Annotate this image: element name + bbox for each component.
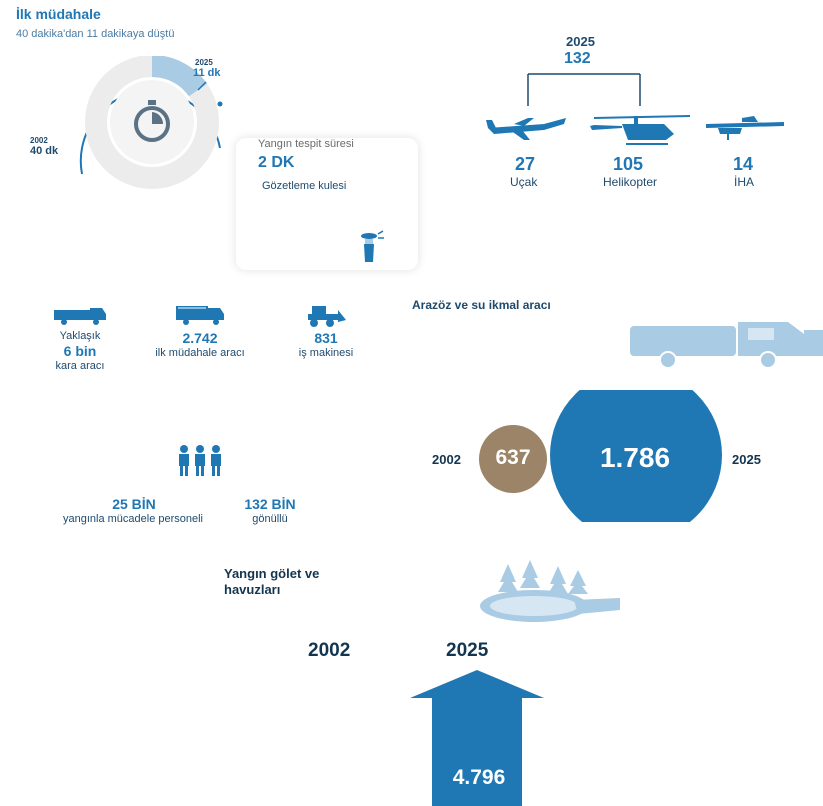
plane-icon <box>484 110 570 144</box>
circle-2025-value: 1.786 <box>599 442 671 473</box>
bulldozer-label: iş makinesi <box>298 347 354 359</box>
truck-prefix: Yaklaşık <box>59 330 101 342</box>
first-response-subtitle: 40 dakika'dan 11 dakikaya düştü <box>16 28 175 40</box>
arazoz-year-2002: 2002 <box>432 452 461 467</box>
plane-count: 27 <box>515 154 536 174</box>
people-icon <box>176 444 224 478</box>
pond-value-2025: 4.796 <box>452 766 506 789</box>
aircraft-year: 2025 <box>566 34 595 49</box>
pond-icon <box>474 560 624 630</box>
value-2002: 40 dk <box>30 145 59 157</box>
fire-truck-icon <box>174 304 226 326</box>
water-tanker-icon <box>628 318 823 370</box>
volunteer-label: gönüllü <box>252 513 288 525</box>
pond-title-line1: Yangın gölet ve <box>224 566 320 581</box>
detection-label: Yangın tespit süresi <box>258 138 354 150</box>
truck-label: kara aracı <box>55 360 105 372</box>
pond-year-2025: 2025 <box>446 640 489 661</box>
drone-label: İHA <box>734 175 755 189</box>
first-response-title: İlk müdahale <box>16 6 101 22</box>
circle-2002-value: 637 <box>495 446 531 469</box>
aircraft-total: 132 <box>564 50 591 67</box>
tower-label: Gözetleme kulesi <box>262 180 347 192</box>
arazoz-title: Arazöz ve su ikmal aracı <box>412 298 551 312</box>
helicopter-icon <box>586 112 692 148</box>
detection-value: 2 DK <box>258 154 295 171</box>
value-2025: 11 dk <box>193 67 221 79</box>
truck-icon <box>52 304 108 326</box>
watchtower-icon <box>356 228 386 268</box>
drone-icon <box>702 112 788 142</box>
pond-year-2002: 2002 <box>308 640 351 661</box>
helicopter-label: Helikopter <box>603 175 658 189</box>
personnel-count: 25 BİN <box>112 496 156 512</box>
tag-2002 <box>30 136 58 157</box>
stopwatch-gauge <box>30 56 260 196</box>
arazoz-year-2025: 2025 <box>732 452 761 467</box>
volunteer-count: 132 BİN <box>244 496 296 512</box>
drone-count: 14 <box>733 154 754 174</box>
year-2025-label: 2025 <box>195 58 213 67</box>
fire-truck-count: 2.742 <box>182 330 218 346</box>
bulldozer-icon <box>304 300 348 328</box>
fire-truck-label: ilk müdahale aracı <box>155 347 245 359</box>
year-2002-label: 2002 <box>30 136 48 145</box>
plane-label: Uçak <box>510 175 538 189</box>
pond-title <box>224 566 319 598</box>
bulldozer-count: 831 <box>314 330 338 346</box>
pond-title-line2: havuzları <box>224 582 281 597</box>
truck-count: 6 bin <box>63 343 97 359</box>
personnel-label: yangınla mücadele personeli <box>62 513 204 525</box>
aircraft-tree-lines <box>480 60 680 110</box>
helicopter-count: 105 <box>613 154 644 174</box>
tag-2025 <box>195 58 221 79</box>
